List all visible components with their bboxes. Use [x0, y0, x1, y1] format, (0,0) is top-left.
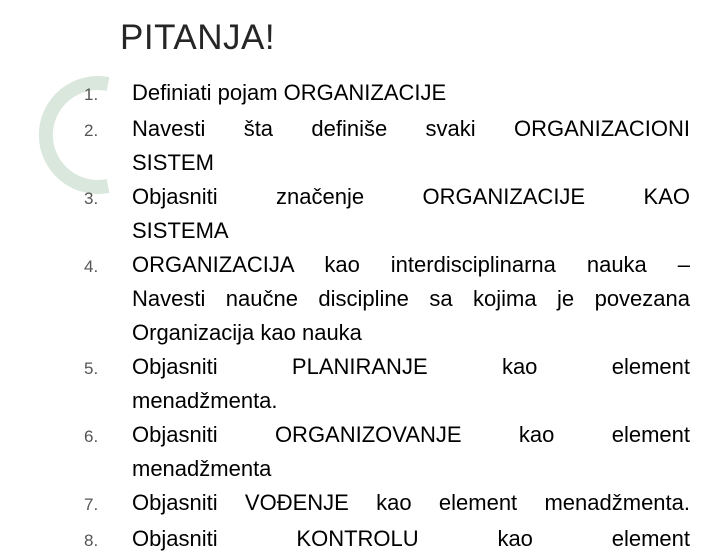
item-number: 8. — [84, 531, 99, 550]
list-item — [84, 248, 690, 350]
page-title: PITANJA! — [120, 18, 276, 57]
item-number: 1. — [84, 85, 99, 104]
item-text-line: Navesti naučne discipline sa kojima je povezana — [132, 286, 690, 311]
item-text-line: Objasniti KONTROLU kao element — [132, 526, 690, 551]
item-text-line: Navesti šta definiše svaki ORGANIZACIONI — [132, 116, 690, 141]
item-number: 4. — [84, 257, 99, 276]
item-text-line: menadžmenta — [132, 456, 272, 481]
item-number: 3. — [84, 189, 99, 208]
item-number: 2. — [84, 121, 99, 140]
item-text-line: Organizacija kao nauka — [132, 320, 362, 345]
item-text-line: menadžmenta. — [132, 388, 278, 413]
list-item — [84, 486, 690, 522]
item-text-line: Objasniti PLANIRANJE kao element — [132, 354, 690, 379]
item-number: 5. — [84, 359, 99, 378]
item-text-line: Objasniti ORGANIZOVANJE kao element — [132, 422, 690, 447]
list-item — [84, 180, 690, 248]
list-item — [84, 112, 690, 180]
list-item — [84, 76, 690, 112]
item-text-line: SISTEMA — [132, 218, 229, 243]
item-text-line: Definiati pojam ORGANIZACIJE — [132, 80, 447, 105]
item-text-line: ORGANIZACIJA kao interdisciplinarna nauka – — [132, 252, 690, 277]
list-item — [84, 350, 690, 418]
item-text-line: Objasniti značenje ORGANIZACIJE KAO — [132, 184, 690, 209]
item-number: 7. — [84, 495, 99, 514]
item-number: 6. — [84, 427, 99, 446]
list-item — [84, 418, 690, 486]
list-item — [84, 522, 690, 558]
item-text-line: Objasniti VOĐENJE kao element menadžmenta. — [132, 490, 690, 515]
question-list — [84, 76, 690, 558]
item-text-line: SISTEM — [132, 150, 214, 175]
